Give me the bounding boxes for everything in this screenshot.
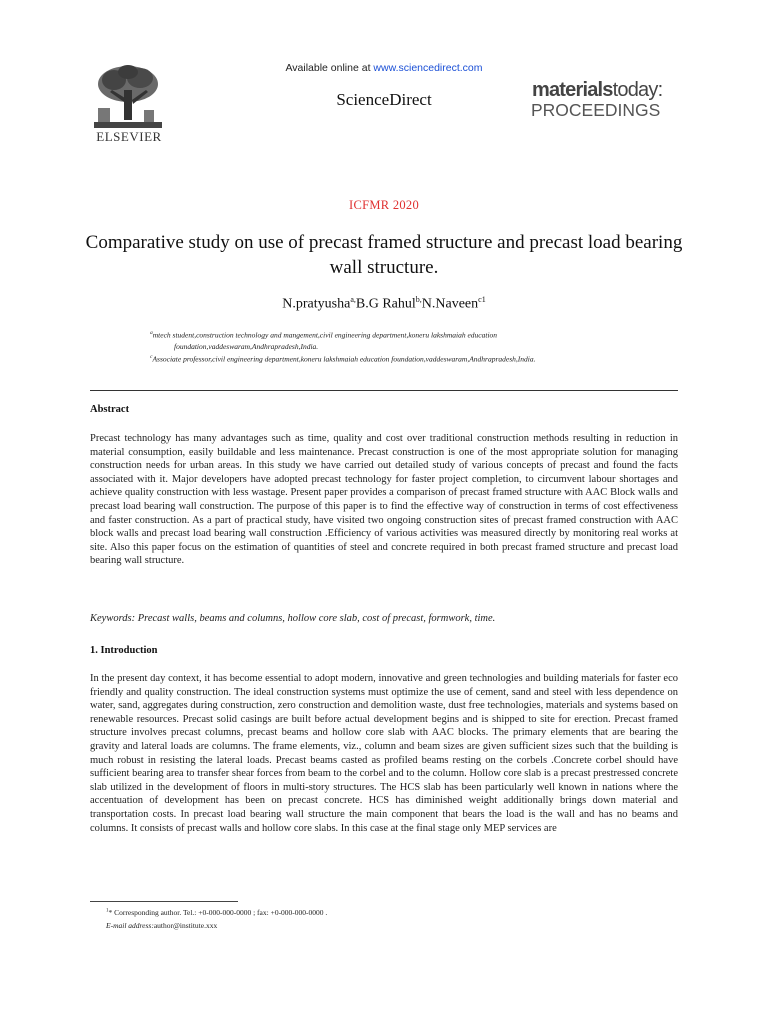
logo-materials: materials — [532, 79, 613, 101]
email-label: E-mail address: — [106, 921, 154, 930]
affiliation-c-sup: c — [150, 353, 153, 360]
affiliation-c-line: Associate professor,civil engineering department,koneru lakshmaiah education foundation,vaddeswaram,Andhrapradesh,India. — [152, 354, 536, 363]
paper-title: Comparative study on use of precast framed structure and precast load bearing wall structure. — [85, 232, 683, 278]
author-2-sup: b, — [415, 295, 422, 304]
email-value[interactable]: author@institute.xxx — [153, 921, 218, 930]
affiliation-a — [150, 328, 650, 341]
author-3: N.Naveen — [421, 296, 479, 312]
affiliation-a-sup: a — [150, 330, 153, 336]
author-3-sup: c1 — [478, 295, 486, 304]
introduction-text: In the present day context, it has become essential to adopt modern, innovative and green technologies and building materials for faster eco friendly and quality construction. The ideal construction systems must optimize the use of cement, sand and steel with less dependence on water, sand, aggregates during construction, zero construction and demolition waste, dust free technologies, materials and systems based on renewable resources. Precast solid casings are built before actual development begins and is shipped to site for erection. Precast framed structure involves precast columns, precast beams and hollow core slab with AAC blocks. The primary elements that are bearing the gravity and lateral loads are columns. The frame elements, viz., column and beam sizes are given sufficient sizes such that the building is much robust in resisting the lateral loads. Precast beams casted as profiled beams resting on the corbels .Concrete corbel should have sufficient bearing area to transfer shear forces from beam to the corbel and to the column. Hollow core slab is a precast prestressed concrete slab utilized in the development of floors in multi-story structures. The HCS slab has been particularly well known in nations where the accentuation of development has been on precast concrete. HCS has diminished weight additionally brings down material and transportation costs. In precast load bearing wall structure the main component that bears the load is the wall and has no beams and columns. It consists of precast walls and hollow core slabs. In this case at the final stage only MEP services are — [90, 673, 678, 834]
introduction-heading: 1. Introduction — [90, 645, 158, 656]
materials-today-logo — [532, 79, 662, 102]
author-list — [0, 295, 768, 313]
author-2: B.G Rahul — [355, 296, 416, 312]
logo-proceedings: PROCEEDINGS — [531, 100, 661, 120]
footnote-sup: 1 — [106, 908, 109, 914]
corresponding-author-note — [106, 908, 327, 917]
available-online-line — [0, 62, 768, 74]
available-prefix: Available online at — [285, 62, 374, 74]
keywords: Keywords: Precast walls, beams and columns, hollow core slab, cost of precast, formwork, time. — [90, 613, 496, 624]
corresponding-text: * Corresponding author. Tel.: +0-000-000-0000 ; fax: +0-000-000-0000 . — [108, 908, 328, 917]
author-1-sup: a, — [350, 295, 356, 304]
conference-name: ICFMR 2020 — [348, 198, 420, 212]
footnote-divider — [90, 901, 238, 902]
header-divider — [90, 390, 678, 391]
logo-today: today: — [612, 79, 663, 101]
sciencedirect-link[interactable]: www.sciencedirect.com — [373, 62, 483, 74]
affiliations — [150, 328, 650, 364]
abstract-heading: Abstract — [90, 404, 130, 415]
abstract-text: Precast technology has many advantages such as time, quality and cost over traditional construction methods resulting in reduction in material consumption, easily buildable and less maintenance. Precast construction is one of the most appropriate solution for managing construction needs for urban areas. In this study we have carried out detailed study of various concepts of precast and found the facts associated with it. Major developers have adopted precast technology for faster project completion, to circumvent labour shortages and achieve quality construction with less wastage. Present paper provides a comparison of precast framed structure with AAC Block walls and precast load bearing wall construction. The purpose of this paper is to find the effective way of construction in terms of cost effectiveness and faster construction. As a part of practical study, have visited two ongoing construction sites of precast framed construction with AAC block walls and precast load bearing wall construction .Efficiency of various activities was measured directly by monitoring real works at site. Also this paper focus on the estimation of quantities of steel and concrete required in both precast framed structure and precast load bearing wall structure. — [90, 433, 678, 567]
affiliation-a-line1: mtech student,construction technology and mangement,civil engineering department,koneru lakshmaiah education — [152, 330, 498, 340]
author-1: N.pratyusha — [282, 296, 351, 312]
sciencedirect-label: ScienceDirect — [336, 90, 432, 109]
elsevier-wordmark: ELSEVIER — [96, 129, 162, 144]
affiliation-a-cont: foundation,vaddeswaram,Andhrapradesh,India. — [174, 341, 319, 351]
email-note — [106, 921, 217, 930]
affiliation-c — [150, 352, 650, 365]
